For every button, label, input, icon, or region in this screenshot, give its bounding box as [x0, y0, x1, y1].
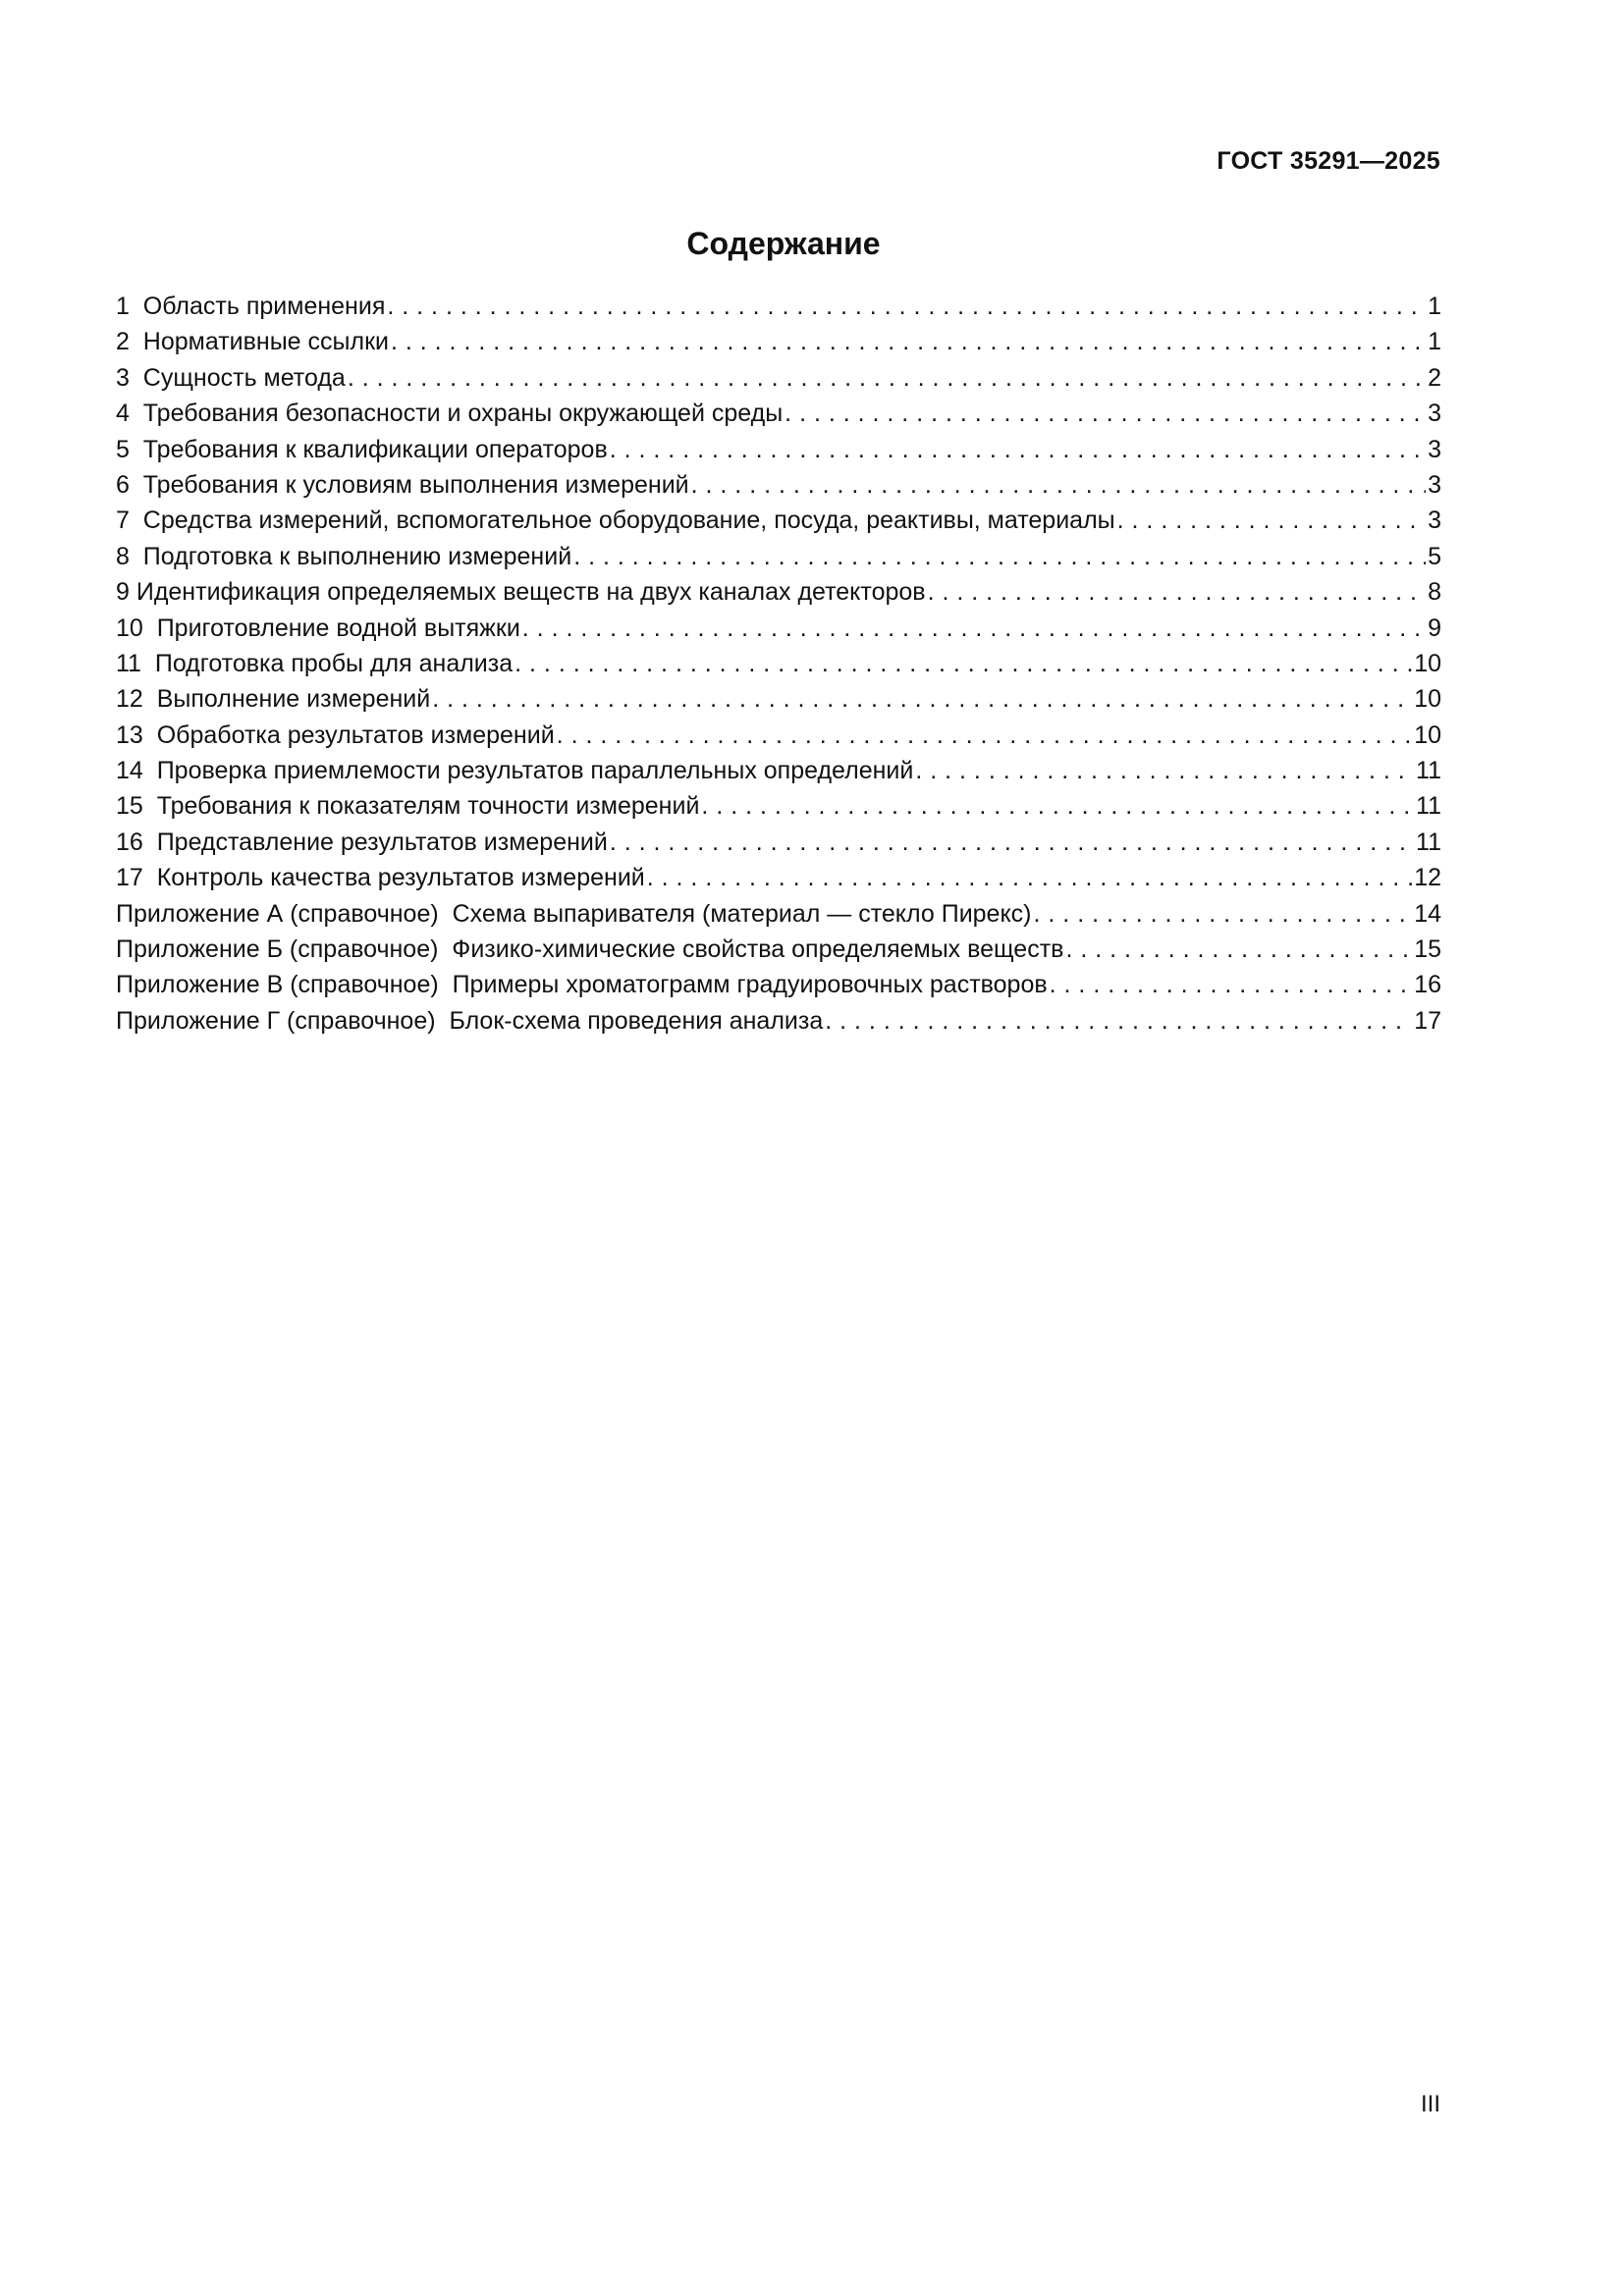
toc-title: Содержание — [686, 226, 881, 261]
toc-item-label: 2 Нормативные ссылки — [116, 328, 389, 356]
toc-item[interactable] — [116, 1003, 1441, 1039]
toc-item-label: 4 Требования безопасности и охраны окружающей среды — [116, 400, 784, 428]
toc-item[interactable] — [116, 289, 1441, 324]
toc-dot-leader — [514, 646, 1412, 681]
toc-item-page: 1 — [1428, 293, 1441, 320]
toc-item-label: Приложение Б (справочное) Физико-химические свойства определяемых веществ — [116, 935, 1064, 964]
toc-dot-leader — [1065, 932, 1412, 967]
toc-dot-leader — [387, 289, 1426, 324]
toc-item-label: 3 Сущность метода — [116, 363, 346, 392]
toc-item-label: 12 Выполнение измерений — [116, 685, 431, 714]
toc-item[interactable] — [116, 753, 1441, 788]
toc-item[interactable] — [116, 788, 1441, 824]
toc-item-page: 17 — [1414, 1006, 1441, 1035]
toc-item[interactable] — [116, 503, 1441, 538]
toc-dot-leader — [915, 753, 1414, 788]
toc-dot-leader — [785, 396, 1426, 431]
toc-dot-leader — [1034, 896, 1413, 932]
toc-item-label: 14 Проверка приемлемости результатов параллельных определений — [116, 757, 914, 785]
toc-item-page: 16 — [1414, 971, 1441, 999]
toc-list — [116, 289, 1441, 1039]
toc-item-page: 11 — [1416, 757, 1441, 785]
toc-item-label: 11 Подготовка пробы для анализа — [116, 649, 514, 677]
toc-item[interactable] — [116, 718, 1441, 753]
toc-item-page: 3 — [1428, 400, 1441, 428]
toc-item-page: 8 — [1428, 578, 1441, 607]
toc-item-label: Приложение Г (справочное) Блок-схема проведения анализа — [116, 1006, 824, 1035]
toc-item[interactable] — [116, 611, 1441, 646]
toc-item-page: 3 — [1428, 435, 1441, 463]
toc-item-label: 13 Обработка результатов измерений — [116, 721, 555, 749]
toc-item-page: 5 — [1428, 542, 1441, 570]
toc-item-label: 7 Средства измерений, вспомогательное оборудование, посуда, реактивы, материалы — [116, 507, 1115, 535]
toc-item[interactable] — [116, 646, 1441, 681]
toc-dot-leader — [1117, 503, 1426, 538]
toc-item-label: 9 Идентификация определяемых веществ на двух каналах детекторов — [116, 578, 926, 607]
toc-dot-leader — [557, 718, 1413, 753]
toc-item[interactable] — [116, 967, 1441, 1002]
toc-item-page: 2 — [1428, 363, 1441, 392]
toc-item-label: 10 Приготовление водной вытяжки — [116, 614, 520, 642]
toc-dot-leader — [348, 360, 1426, 396]
toc-item-page: 11 — [1416, 792, 1441, 821]
toc-dot-leader — [610, 825, 1414, 860]
page-number: III — [1420, 2091, 1440, 2117]
toc-item[interactable] — [116, 432, 1441, 467]
toc-item[interactable] — [116, 574, 1441, 610]
toc-item[interactable] — [116, 860, 1441, 895]
toc-item-label: 5 Требования к квалификации операторов — [116, 435, 608, 463]
toc-item-page: 11 — [1416, 828, 1441, 856]
toc-dot-leader — [928, 574, 1427, 610]
toc-dot-leader — [691, 467, 1426, 503]
toc-dot-leader — [573, 539, 1426, 574]
toc-item-page: 10 — [1414, 721, 1441, 749]
toc-item-page: 3 — [1428, 470, 1441, 499]
toc-item-page: 14 — [1414, 899, 1441, 928]
toc-item[interactable] — [116, 360, 1441, 396]
toc-item-page: 12 — [1414, 864, 1441, 892]
toc-dot-leader — [522, 611, 1426, 646]
toc-item-page: 15 — [1414, 935, 1441, 964]
toc-dot-leader — [701, 788, 1414, 824]
toc-item-page: 10 — [1414, 649, 1441, 677]
toc-dot-leader — [610, 432, 1426, 467]
toc-dot-leader — [1050, 967, 1413, 1002]
document-code: ГОСТ 35291—2025 — [1217, 147, 1440, 175]
toc-item-label: 17 Контроль качества результатов измерений — [116, 864, 645, 892]
toc-item-label: 15 Требования к показателям точности измерений — [116, 792, 700, 821]
toc-item-label: Приложение А (справочное) Схема выпаривателя (материал — стекло Пирекс) — [116, 899, 1032, 928]
toc-item-page: 9 — [1428, 614, 1441, 642]
toc-item-label: 6 Требования к условиям выполнения измерений — [116, 470, 689, 499]
toc-item-label: 1 Область применения — [116, 293, 386, 320]
toc-item[interactable] — [116, 539, 1441, 574]
toc-dot-leader — [391, 324, 1426, 359]
toc-item[interactable] — [116, 396, 1441, 431]
toc-dot-leader — [825, 1003, 1412, 1039]
toc-item[interactable] — [116, 467, 1441, 503]
toc-item-page: 10 — [1414, 685, 1441, 714]
toc-dot-leader — [432, 681, 1412, 717]
toc-item[interactable] — [116, 324, 1441, 359]
toc-dot-leader — [647, 860, 1412, 895]
toc-item-label: 8 Подготовка к выполнению измерений — [116, 542, 572, 570]
toc-item[interactable] — [116, 896, 1441, 932]
toc-item-label: 16 Представление результатов измерений — [116, 828, 608, 856]
toc-item[interactable] — [116, 825, 1441, 860]
toc-item-page: 1 — [1428, 328, 1441, 356]
toc-item[interactable] — [116, 681, 1441, 717]
toc-item[interactable] — [116, 932, 1441, 967]
toc-item-label: Приложение В (справочное) Примеры хроматограмм градуировочных растворов — [116, 971, 1048, 999]
toc-item-page: 3 — [1428, 507, 1441, 535]
